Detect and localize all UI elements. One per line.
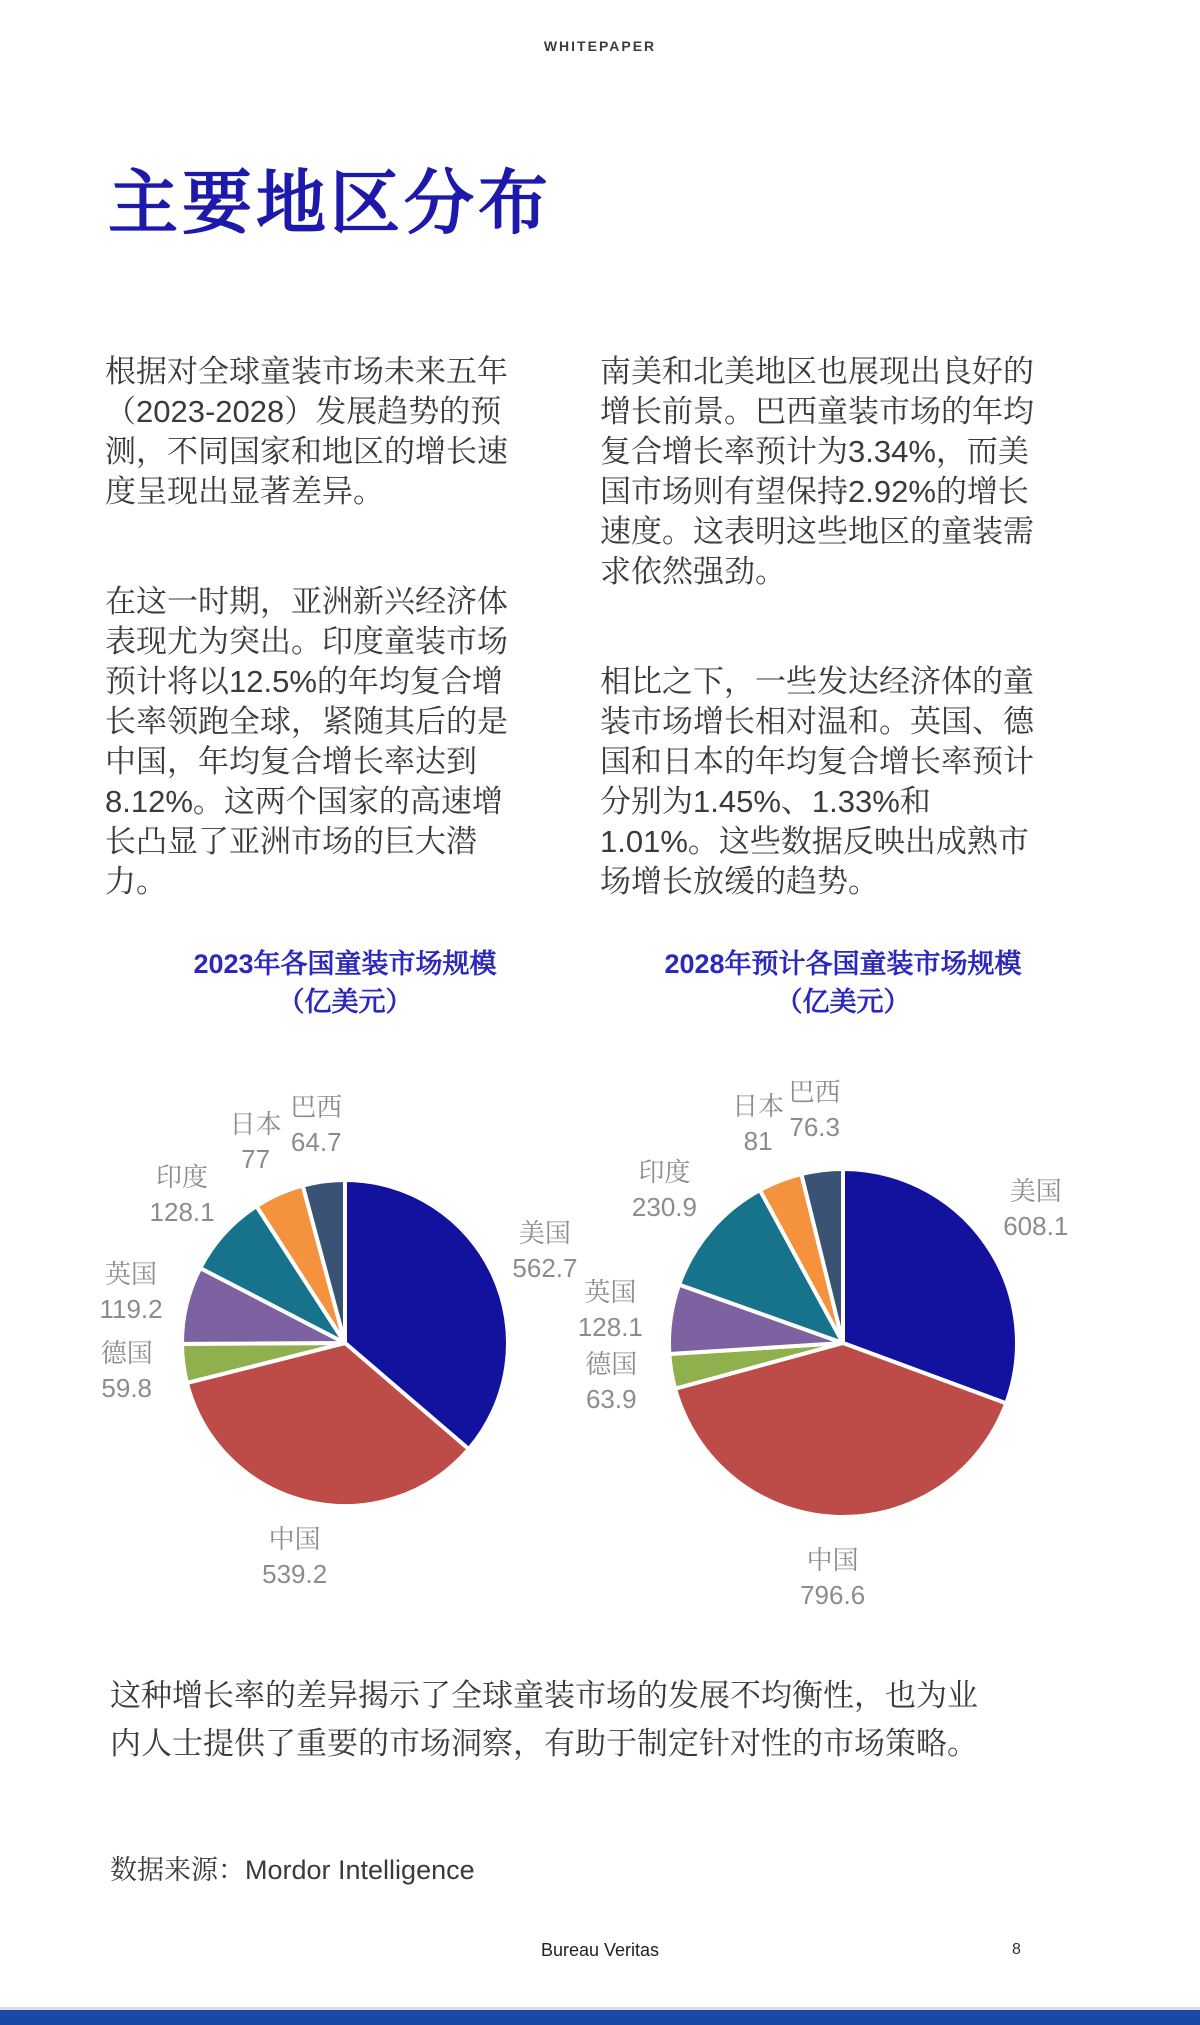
paragraph: 在这一时期，亚洲新兴经济体表现尤为突出。印度童装市场预计将以12.5%的年均复合增长率领跑全球，紧随其后的是中国，年均复合增长率达到8.12%。这两个国家的高速增长凸显了亚洲市场的巨大潜力。 <box>105 584 508 899</box>
chart-title-2023 <box>95 945 595 1021</box>
pie-label-value: 128.1 <box>149 1197 215 1228</box>
pie-label-value: 64.7 <box>290 1126 342 1157</box>
pie-label-value: 128.1 <box>577 1312 643 1343</box>
footer-brand: Bureau Veritas <box>540 1940 660 1960</box>
pie-label-value: 562.7 <box>512 1253 578 1284</box>
pie-label-germany <box>585 1347 637 1417</box>
pie-label-china <box>262 1522 327 1592</box>
pie-chart-2028 <box>577 1023 1093 1663</box>
pie-label-brazil <box>290 1090 342 1160</box>
footer-accent-bar <box>0 2007 1200 2025</box>
pie-label-value: 81 <box>743 1125 773 1156</box>
pie-label-brazil <box>789 1075 841 1145</box>
pie-svg <box>95 1023 595 1663</box>
chart-title-text: 2023年各国童装市场规模 <box>193 949 497 979</box>
pie-label-china <box>800 1543 865 1613</box>
pie-label-japan <box>732 1089 784 1159</box>
pie-label-value: 119.2 <box>99 1293 163 1324</box>
pie-label-value: 539.2 <box>262 1559 328 1590</box>
pie-label-uk <box>99 1257 162 1327</box>
pie-label-india <box>632 1155 697 1225</box>
paragraph: 相比之下，一些发达经济体的童装市场增长相对温和。英国、德国和日本的年均复合增长率预计分别为1.45%、1.33%和1.01%。这些数据反映出成熟市场增长放缓的趋势。 <box>600 664 1034 899</box>
pie-label-value: 796.6 <box>800 1579 866 1610</box>
document-type-label: WHITEPAPER <box>543 38 657 54</box>
pie-label-country: 美国 <box>1009 1175 1062 1206</box>
pie-label-country: 印度 <box>638 1157 691 1188</box>
pie-label-value: 59.8 <box>101 1372 153 1403</box>
chart-title-unit: （亿美元） <box>775 987 911 1017</box>
pie-label-country: 日本 <box>229 1108 282 1139</box>
body-column-left <box>105 352 525 902</box>
chart-title-2028 <box>593 945 1093 1021</box>
chart-title-text: 2028年预计各国童装市场规模 <box>664 949 1022 979</box>
pie-label-country: 巴西 <box>788 1076 841 1107</box>
page-number: 8 <box>1012 1941 1021 1958</box>
pie-label-country: 德国 <box>585 1348 638 1379</box>
paragraph: 根据对全球童装市场未来五年（2023-2028）发展趋势的预测，不同国家和地区的增长速度呈现出显著差异。 <box>105 354 508 509</box>
data-source-line: 数据来源：Mordor Intelligence <box>110 1855 475 1885</box>
pie-label-uk <box>578 1275 643 1345</box>
pie-label-value: 63.9 <box>585 1383 637 1414</box>
pie-label-country: 美国 <box>518 1218 571 1249</box>
pie-label-india <box>150 1160 215 1230</box>
pie-label-country: 印度 <box>156 1162 209 1193</box>
pie-label-value: 77 <box>241 1143 271 1174</box>
chart-2023-market-size <box>95 945 595 1663</box>
pie-label-germany <box>101 1336 153 1406</box>
chart-title-unit: （亿美元） <box>277 987 413 1017</box>
pie-label-country: 日本 <box>732 1090 785 1121</box>
pie-label-country: 英国 <box>584 1277 637 1308</box>
pie-label-country: 中国 <box>268 1524 321 1555</box>
pie-label-country: 中国 <box>806 1544 859 1575</box>
pie-label-usa <box>512 1216 577 1286</box>
pie-label-value: 230.9 <box>631 1192 697 1223</box>
body-column-right <box>600 352 1040 902</box>
pie-label-country: 巴西 <box>290 1091 343 1122</box>
paragraph: 南美和北美地区也展现出良好的增长前景。巴西童装市场的年均复合增长率预计为3.34%，而美国市场则有望保持2.92%的增长速度。这表明这些地区的童装需求依然强劲。 <box>600 354 1034 589</box>
pie-chart-2023 <box>95 1023 595 1663</box>
closing-paragraph <box>110 1672 990 1768</box>
page-title: 主要地区分布 <box>108 163 552 242</box>
pie-label-value: 76.3 <box>789 1111 840 1142</box>
pie-label-country: 英国 <box>105 1258 158 1289</box>
pie-label-usa <box>1003 1174 1068 1244</box>
paragraph: 这种增长率的差异揭示了全球童装市场的发展不均衡性，也为业内人士提供了重要的市场洞察，有助于制定针对性的市场策略。 <box>110 1678 978 1761</box>
chart-2028-market-size <box>577 945 1093 1663</box>
pie-label-japan <box>230 1107 282 1177</box>
pie-label-value: 608.1 <box>1003 1210 1069 1241</box>
pie-label-country: 德国 <box>100 1337 153 1368</box>
